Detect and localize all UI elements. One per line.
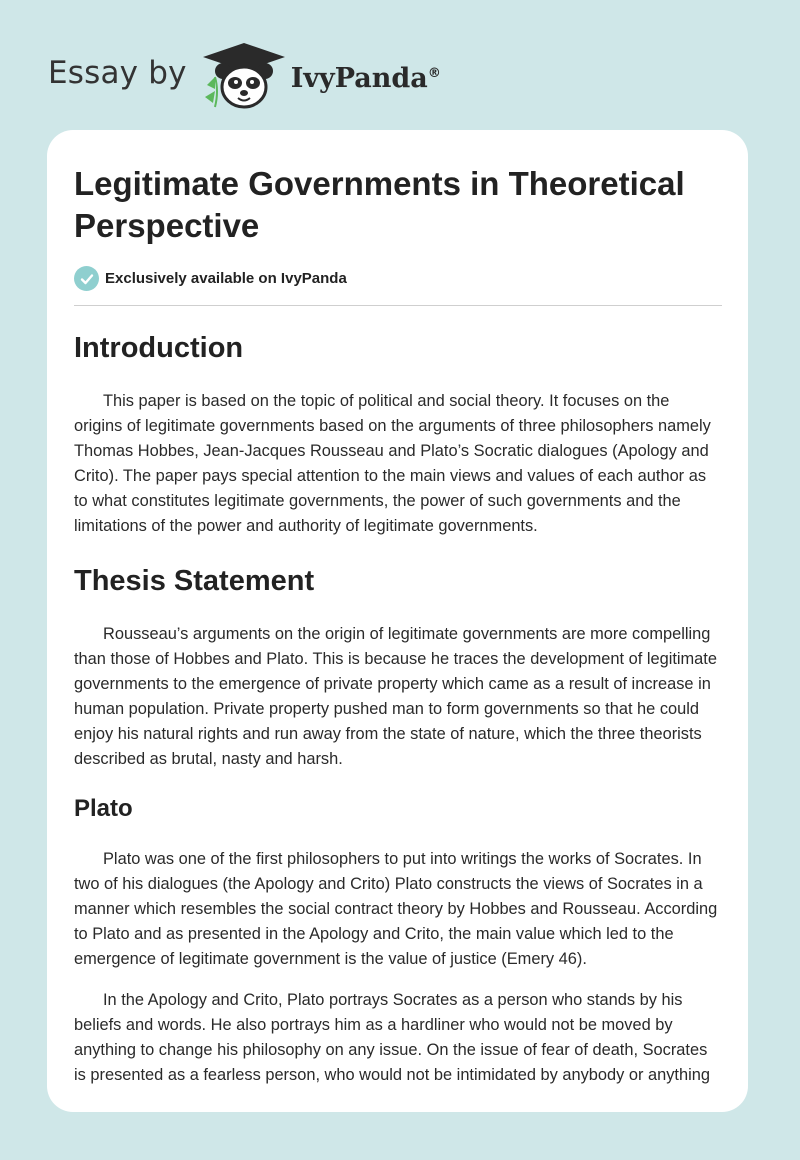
paragraph: In the Apology and Crito, Plato portrays Socrates as a person who stands by his beliefs and words. He also portrays him as a hardliner who would not be moved by anything to change his philosophy on any issue. On the issue of fear of death, Socrates is presented as a fearless person, who would not be intimidated by anybody or anything: [74, 991, 710, 1084]
exclusive-badge-text: Exclusively available on IvyPanda: [105, 270, 347, 287]
brand-name-text: IvyPanda: [290, 62, 428, 94]
paragraph: This paper is based on the topic of political and social theory. It focuses on the origins of legitimate governments based on the arguments of three philosophers namely Thomas Hobbes, Jean-Jacques Rousseau and Plato’s Socratic dialogues (Apology and Crito). The paper pays special attention to the main views and values of each author as to what constitutes legitimate governments, the power of such governments and the limitations of the power and authority of legitimate governments.: [74, 392, 711, 535]
brand-name[interactable]: [291, 63, 441, 94]
section-heading-plato: Plato: [74, 795, 133, 822]
article-title: Legitimate Governments in Theoretical Perspective: [74, 165, 685, 244]
exclusive-badge: [74, 266, 722, 306]
site-header: [48, 36, 441, 116]
ivypanda-logo-icon[interactable]: [201, 41, 287, 111]
trademark-symbol: ®: [427, 65, 441, 81]
paragraph: Plato was one of the first philosophers to put into writings the works of Socrates. In two of his dialogues (the Apology and Crito) Plato constructs the views of Socrates in a manner which resembles the social contract theory by Hobbes and Rousseau. According to Plato and as presented in the Apology and Crito, the main value which led to the emergence of legitimate government is the value of justice (Emery 46).: [74, 850, 718, 968]
essay-by-label: Essay by: [48, 55, 187, 91]
section-heading-introduction: Introduction: [74, 332, 244, 364]
article-card: [47, 130, 748, 1112]
section-heading-thesis-statement: Thesis Statement: [74, 565, 315, 597]
paragraph: Rousseau’s arguments on the origin of legitimate governments are more compelling than those of Hobbes and Plato. This is because he traces the development of legitimate governments to the emergence of private property which came as a result of increase in human population. Private property pushed man to form governments so that he could enjoy his natural rights and run away from the state of nature, which the three theorists described as brutal, nasty and harsh.: [74, 625, 717, 768]
checkmark-icon: [74, 266, 99, 291]
